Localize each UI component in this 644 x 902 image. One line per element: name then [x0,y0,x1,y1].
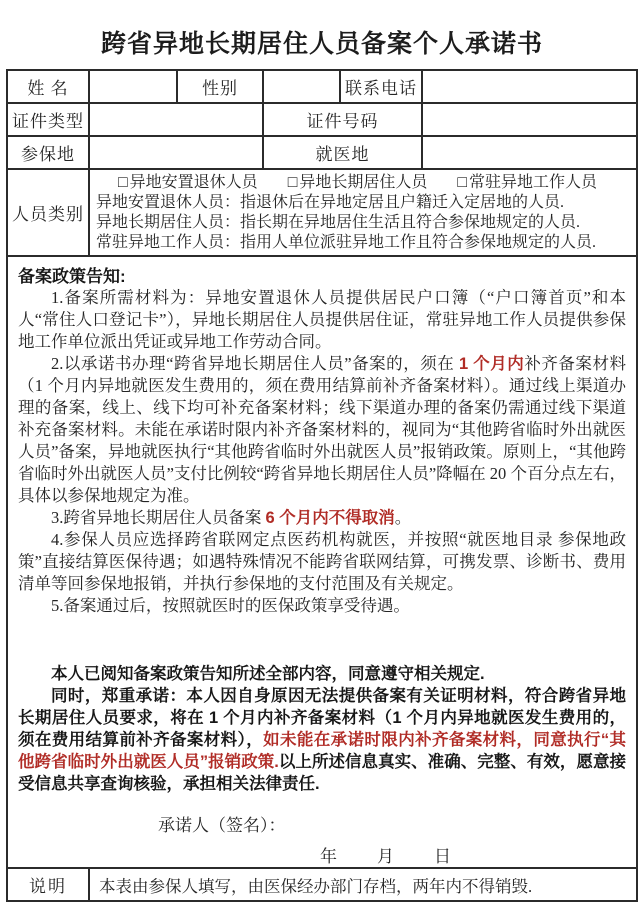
checkbox-longterm-resident[interactable] [288,173,428,193]
row-policy [7,256,637,868]
phone-label: 联系电话 [340,70,422,103]
insured-place-value-cell[interactable] [89,136,263,169]
checkbox-stationed-worker[interactable] [457,173,597,193]
commitment-para-1: 本人已阅知备案政策告知所述全部内容，同意遵守相关规定. [51,665,485,683]
checkbox-label: 异地长期居住人员 [299,173,428,191]
policy-item-3 [18,507,626,529]
gender-label: 性别 [177,70,263,103]
page-title: 跨省异地长期居住人员备案个人承诺书 [100,31,543,58]
insured-place-label: 参保地 [7,136,89,169]
checkbox-label: 异地安置退休人员 [129,173,258,191]
category-definition-2: 异地长期居住人员：指长期在异地居住生活且符合参保地规定的人员. [96,213,581,231]
policy-item-1: 1.备案所需材料为：异地安置退休人员提供居民户口簿（“户口簿首页”和本人“常住人口登记卡”），异地长期居住人员提供居住证，常驻异地工作人员提供参保地工作单位派出凭证或异地工作劳动合同。 [18,288,626,351]
row-note [7,868,637,901]
policy-item-4: 4.参保人员应选择跨省联网定点医药机构就医，并按照“就医地目录 参保地政策”直接结算医保待遇；如遇特殊情况不能跨省联网结算，可携发票、诊断书、费用清单等回参保地报销，并执行参保地的支付范围及有关规定。 [18,530,626,593]
commitment-para-2-highlight: 如未能在承诺时限内补齐备案材料，同意执行“其他跨省临时外出就医人员”报销政策. [18,731,627,771]
id-number-label: 证件号码 [263,103,422,136]
id-number-value-cell[interactable] [422,103,637,136]
category-content [89,169,637,256]
policy-item-2 [18,353,626,507]
row-places [7,136,637,169]
policy-cell [7,256,637,868]
date-label: 年 月 日 [320,847,453,866]
note-label: 说明 [7,868,89,901]
row-name-gender-phone [7,70,637,103]
date-line[interactable] [18,842,626,867]
signature-label: 承诺人（签名）： [158,816,286,835]
category-checkbox-row [96,173,630,193]
row-id [7,103,637,136]
checkbox-icon[interactable]: □ [457,173,468,191]
policy-heading: 备案政策告知: [18,267,126,286]
treatment-place-label: 就医地 [263,136,422,169]
treatment-place-value-cell[interactable] [422,136,637,169]
checkbox-label: 常驻异地工作人员 [469,173,598,191]
commitment-section [18,663,626,795]
id-type-label: 证件类型 [7,103,89,136]
gender-value-cell[interactable] [263,70,340,103]
policy-item-5: 5.备案通过后，按照就医时的医保政策享受待遇。 [51,596,410,615]
category-label: 人员类别 [7,169,89,256]
policy-item-3-text: 3.跨省异地长期居住人员备案 [51,508,266,527]
policy-item-3-text: 。 [394,508,412,527]
commitment-para-2-text: 以上所述信息真实、准确、完整、有效，愿意接受信息共享查询核验，承担相关法律责任. [18,753,626,793]
policy-item-3-highlight: 6 个月内不得取消 [265,509,395,527]
note-text: 本表由参保人填写，由医保经办部门存档，两年内不得销毁. [89,868,637,901]
commitment-para-2 [18,685,626,795]
id-type-value-cell[interactable] [89,103,263,136]
category-definition-1: 异地安置退休人员：指退休后在异地定居且户籍迁入定居地的人员. [96,193,565,211]
policy-item-2-text: 补齐备案材料（1 个月内异地就医发生费用的，须在费用结算前补齐备案材料）。通过线上渠道办理的备案，线上、线下均可补充备案材料；线下渠道办理的备案仍需通过线下渠道补充备案材料。未能在承诺时限内补齐备案材料的，视同为“其他跨省临时外出就医人员”备案，异地就医执行“其他跨省临时外出就医人员”报销政策。原则上，“其他跨省临时外出就医人员”支付比例较“跨省异地长期居住人员”降幅在 20 个百分点左右，具体以参保地规定为准。 [18,354,626,505]
row-category [7,169,637,256]
document-sheet [0,24,644,897]
policy-item-2-text: 2.以承诺书办理“跨省异地长期居住人员”备案的，须在 [51,354,459,373]
commitment-form-table [6,69,638,902]
checkbox-retired-relocated[interactable] [118,173,258,193]
signature-line [18,811,626,836]
policy-notice [18,262,626,617]
policy-item-2-highlight: 1 个月内 [458,355,525,373]
checkbox-icon[interactable]: □ [118,173,128,191]
checkbox-icon[interactable]: □ [287,173,298,191]
name-label: 姓 名 [7,70,89,103]
commitment-para-2-text: 同时，郑重承诺：本人因自身原因无法提供备案有关证明材料，符合跨省异地长期居住人员要求，将在 1 个月内补齐备案材料（1 个月内异地就医发生费用的，须在费用结算前补齐备案材料）， [18,687,626,749]
category-definition-3: 常驻异地工作人员：指用人单位派驻异地工作且符合参保地规定的人员. [96,233,597,251]
name-value-cell[interactable] [89,70,177,103]
phone-value-cell[interactable] [422,70,637,103]
